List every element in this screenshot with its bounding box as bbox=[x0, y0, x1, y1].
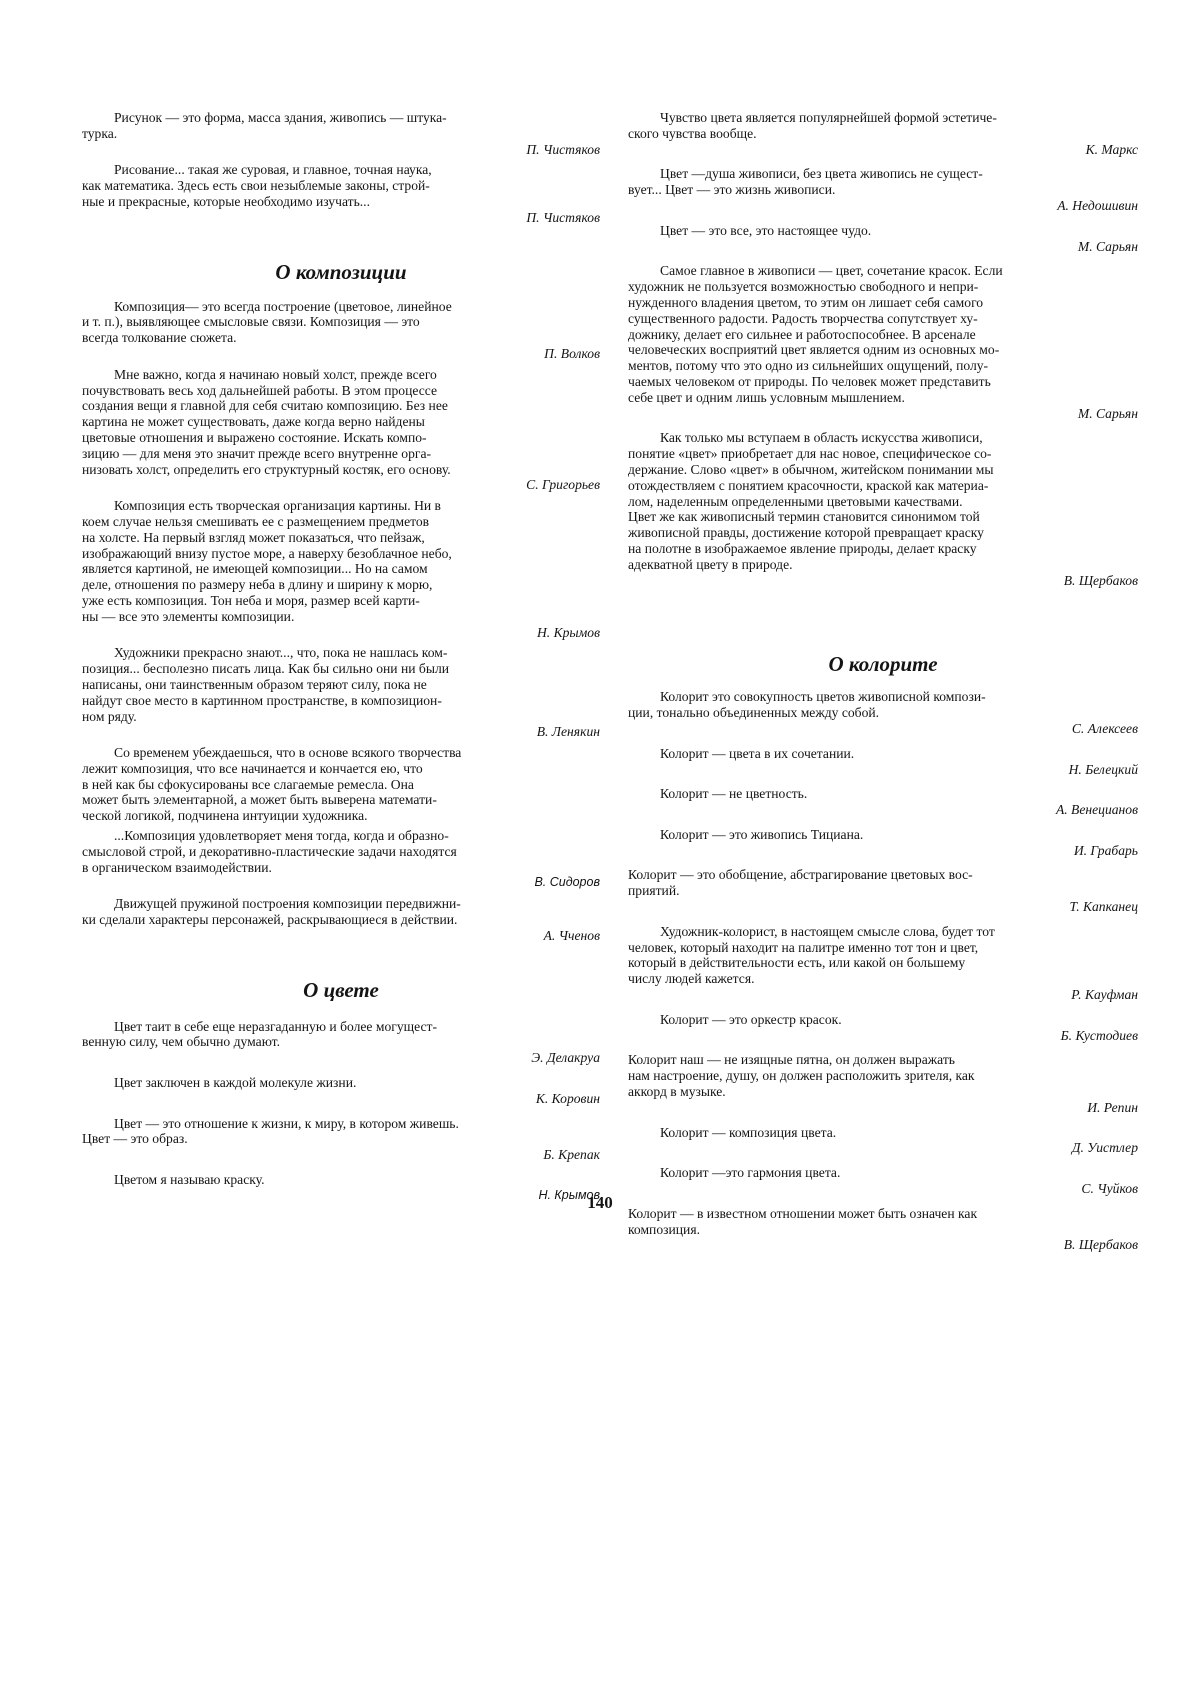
quote-author: В. Щербаков bbox=[1063, 1237, 1138, 1253]
quote-line: вует... Цвет — это жизнь живописи. bbox=[628, 182, 836, 198]
quote-text bbox=[82, 110, 600, 142]
quote-line: Цвет заключен в каждой молекуле жизни. bbox=[114, 1075, 357, 1091]
quote-line: лежит композиция, что все начинается и кончается ею, что bbox=[82, 760, 423, 776]
quote-text bbox=[82, 645, 600, 724]
quote-author: П. Чистяков bbox=[526, 141, 600, 157]
quote-text bbox=[82, 162, 600, 209]
quote-author: Б. Крепак bbox=[543, 1147, 600, 1163]
quote-line: существенного радости. Радость творчества сопутствует ху- bbox=[628, 310, 978, 326]
quote-text bbox=[628, 263, 1138, 405]
quote-line: написаны, они таинственным образом теряют силу, пока не bbox=[82, 676, 427, 692]
quote-line: отождествляем с понятием красочности, краской как материа- bbox=[628, 477, 989, 493]
quote-line: найдут свое место в картинном пространстве, в композицион- bbox=[82, 692, 442, 708]
quote-line: как математика. Здесь есть свои незыблемые законы, строй- bbox=[82, 178, 430, 194]
quote-author: С. Алексеев bbox=[1071, 720, 1138, 736]
quote-line: коем случае нельзя смешивать ее с размещением предметов bbox=[82, 513, 430, 529]
quote-author: Б. Кустодиев bbox=[1060, 1027, 1138, 1043]
quote-author: М. Сарьян bbox=[1077, 238, 1138, 254]
quote-line: и т. п.), выявляющее смысловые связи. Композиция — это bbox=[82, 314, 420, 330]
quote-line: Рисование... такая же суровая, и главное, точная наука, bbox=[114, 162, 432, 178]
quote-text bbox=[82, 1075, 600, 1091]
quote-author: В. Ленякин bbox=[536, 724, 600, 740]
quote-text bbox=[628, 166, 1138, 198]
quote-line: почувствовать весь ход дальнейшей работы. В этом процессе bbox=[82, 382, 438, 398]
quote-line: ческой логикой, подчинена интуиции художника. bbox=[82, 808, 368, 824]
quote-line: Цветом я называю краску. bbox=[114, 1172, 265, 1188]
quote-line: художник не пользуется возможностью свободного и непри- bbox=[628, 279, 979, 295]
quote-line: Самое главное в живописи — цвет, сочетание красок. Если bbox=[660, 263, 1003, 279]
quote-author: Н. Белецкий bbox=[1068, 761, 1138, 777]
quote-line: на полотне в изображаемое явление природы, делает краску bbox=[628, 540, 977, 556]
quote-line: ского чувства вообще. bbox=[628, 125, 757, 141]
quote-line: приятий. bbox=[628, 883, 680, 899]
quote-line: Как только мы вступаем в область искусства живописи, bbox=[660, 430, 983, 446]
quote-line: который в действительности есть, или какой он большему bbox=[628, 955, 966, 971]
quote-line: себе цвет и одним лишь условным мышлением. bbox=[628, 389, 905, 405]
quote-line: Цвет — это образ. bbox=[82, 1131, 188, 1147]
composition-quotes bbox=[82, 299, 600, 949]
quote-line: нужденного владения цветом, то этим он лишает себя самого bbox=[628, 294, 984, 310]
quote-author: А. Венецианов bbox=[1055, 802, 1138, 818]
quote-line: Чувство цвета является популярнейшей формой эстетиче- bbox=[660, 110, 997, 125]
section-title-colorit: О колорите bbox=[828, 652, 938, 677]
quote-line: венную силу, чем обычно думают. bbox=[82, 1034, 280, 1050]
quote-line: Колорит — не цветность. bbox=[660, 786, 808, 802]
quote-author: В. Щербаков bbox=[1063, 572, 1138, 588]
quote-line: Мне важно, когда я начинаю новый холст, прежде всего bbox=[114, 366, 437, 382]
quote-line: Колорит — композиция цвета. bbox=[660, 1124, 837, 1140]
quote-text bbox=[628, 1012, 1138, 1028]
quote-line: живописной правды, достижение которой превращает краску bbox=[628, 525, 984, 541]
quote-line: чаемых человеком от природы. По человек может представить bbox=[628, 373, 991, 389]
quote-line: композиция. bbox=[628, 1221, 700, 1237]
quote-line: понятие «цвет» приобретает для нас новое, специфическое со- bbox=[628, 446, 992, 462]
quote-line: Колорит — это живопись Тициана. bbox=[660, 826, 864, 842]
quote-line: ки сделали характеры персонажей, раскрывающиеся в действии. bbox=[82, 912, 458, 928]
quote-line: уже есть композиция. Тон неба и моря, размер всей карти- bbox=[82, 592, 420, 608]
quote-line: деле, отношения по размеру неба в длину и ширину к морю, bbox=[82, 577, 433, 593]
quote-author: Р. Кауфман bbox=[1071, 987, 1138, 1003]
section-title-composition: О композиции bbox=[275, 259, 407, 284]
quote-author: С. Григорьев bbox=[526, 477, 600, 493]
quote-text bbox=[82, 828, 600, 875]
quote-line: картина не может существовать, даже когда верно найдены bbox=[82, 414, 425, 430]
quote-text bbox=[628, 827, 1138, 843]
section-title-color: О цвете bbox=[303, 977, 379, 1002]
quote-author: Э. Делакруа bbox=[531, 1050, 600, 1066]
page-number: 140 bbox=[587, 1193, 613, 1212]
quote-line: Художник-колорист, в настоящем смысле слова, будет тот bbox=[660, 923, 995, 939]
quote-line: низовать холст, определить его структурный костяк, его основу. bbox=[82, 461, 451, 477]
quote-line: всегда толкование сюжета. bbox=[82, 330, 237, 346]
quote-line: адекватной цвету в природе. bbox=[628, 556, 793, 572]
quote-line: в ней как бы сфокусированы все слагаемые ремесла. Она bbox=[82, 776, 414, 792]
quote-line: Художники прекрасно знают..., что, пока не нашлась ком- bbox=[114, 645, 448, 661]
quote-line: Рисунок — это форма, масса здания, живопись — штука- bbox=[114, 110, 447, 125]
quote-author: Д. Уистлер bbox=[1071, 1140, 1138, 1156]
quote-text bbox=[82, 1019, 600, 1051]
left-column bbox=[82, 110, 600, 1213]
quote-line: Движущей пружиной построения композиции передвижни- bbox=[114, 896, 461, 912]
quote-line: числу людей кажется. bbox=[628, 971, 755, 987]
quote-text bbox=[628, 430, 1138, 572]
quote-text bbox=[628, 746, 1138, 762]
quote-line: дожнику, делает его сильнее и работоспособнее. В арсенале bbox=[628, 326, 976, 342]
quote-line: может быть элементарной, а может быть выверена математи- bbox=[82, 792, 437, 808]
quote-line: человек, который находит на палитре именно тот тон и цвет, bbox=[628, 939, 979, 955]
quote-line: Колорит — цвета в их сочетании. bbox=[660, 745, 855, 761]
quote-line: Колорит это совокупность цветов живописной компози- bbox=[660, 689, 986, 705]
quote-text bbox=[82, 745, 600, 824]
quote-line: человеческих восприятий цвет является одним из основных мо- bbox=[628, 342, 1000, 358]
quote-author: К. Маркс bbox=[1085, 141, 1138, 157]
quote-text bbox=[82, 1172, 600, 1188]
quote-line: ны — все это элементы композиции. bbox=[82, 608, 295, 624]
quote-line: является картиной, не имеющей композиции... Но на самом bbox=[82, 561, 428, 577]
quote-author: А. Недошивин bbox=[1057, 197, 1138, 213]
quote-line: позиция... бесполезно писать лица. Как бы сильно они ни были bbox=[82, 661, 450, 677]
quote-text bbox=[82, 1116, 600, 1148]
quote-line: Колорит — в известном отношении может быть означен как bbox=[628, 1205, 978, 1221]
quote-text bbox=[628, 924, 1138, 987]
quote-author: Н. Крымов bbox=[536, 624, 600, 640]
quote-line: Колорит наш — не изящные пятна, он должен выражать bbox=[628, 1052, 955, 1068]
quote-author: П. Чистяков bbox=[526, 209, 600, 225]
quote-line: лом, наделенным определенными цветовыми качествами. bbox=[628, 493, 963, 509]
quote-text bbox=[628, 1052, 1138, 1099]
quote-line: зицию — для меня это значит прежде всего внутренне орга- bbox=[82, 445, 432, 461]
quote-line: Композиция есть творческая организация картины. Ни в bbox=[114, 498, 441, 514]
quote-text bbox=[628, 1125, 1138, 1141]
right-column bbox=[628, 110, 1138, 1262]
quote-line: смысловой строй, и декоративно-пластические задачи находятся bbox=[82, 843, 457, 859]
quote-line: ные и прекрасные, которые необходимо изучать... bbox=[82, 193, 370, 209]
quote-author: В. Сидоров bbox=[534, 875, 600, 890]
quote-text bbox=[628, 786, 1138, 802]
quote-line: изображающий внизу пустое море, а наверху безоблачное небо, bbox=[82, 545, 452, 561]
quote-line: Колорит — это обобщение, абстрагирование цветовых вос- bbox=[628, 867, 973, 883]
quote-author: Т. Капканец bbox=[1069, 899, 1138, 915]
quote-line: в органическом взаимодействии. bbox=[82, 859, 272, 875]
quote-line: цветовые отношения и выражено состояние. Искать компо- bbox=[82, 429, 427, 445]
quote-text bbox=[82, 367, 600, 478]
quote-text bbox=[628, 867, 1138, 899]
quote-line: Колорит — это оркестр красок. bbox=[660, 1011, 842, 1027]
quote-line: Колорит —это гармония цвета. bbox=[660, 1165, 841, 1181]
quote-author: С. Чуйков bbox=[1081, 1181, 1138, 1197]
color-quotes bbox=[82, 1019, 600, 1213]
intro-quotes bbox=[82, 110, 600, 231]
quote-line: Со временем убеждаешься, что в основе всякого творчества bbox=[114, 745, 462, 761]
quote-line: нам настроение, душу, он должен расположить зрителя, как bbox=[628, 1068, 975, 1084]
quote-line: на холсте. На первый взгляд может показаться, что пейзаж, bbox=[82, 529, 425, 545]
quote-line: ...Композиция удовлетворяет меня тогда, когда и образно- bbox=[114, 828, 449, 844]
quote-line: Цвет таит в себе еще неразгаданную и более могущест- bbox=[114, 1018, 437, 1034]
quote-author: А. Чченов bbox=[543, 927, 600, 943]
quote-line: Цвет — это все, это настоящее чудо. bbox=[660, 222, 872, 238]
quote-text bbox=[628, 110, 1138, 142]
quote-line: турка. bbox=[82, 125, 118, 141]
quote-author: И. Грабарь bbox=[1073, 842, 1138, 858]
quote-line: Цвет же как живописный термин становится синонимом той bbox=[628, 509, 980, 525]
quote-text bbox=[82, 299, 600, 346]
quote-text bbox=[628, 223, 1138, 239]
quote-line: создания вещи я главной для себя считаю композицию. Без нее bbox=[82, 398, 448, 414]
quote-author: К. Коровин bbox=[535, 1090, 600, 1106]
quote-author: Н. Крымов bbox=[538, 1187, 600, 1202]
quote-text bbox=[628, 1165, 1138, 1181]
quote-line: ментов, потому что это одно из сильнейших ощущений, полу- bbox=[628, 358, 989, 374]
quote-author: П. Волков bbox=[544, 345, 600, 361]
quote-line: Композиция— это всегда построение (цветовое, линейное bbox=[114, 298, 452, 314]
quote-line: держание. Слово «цвет» в обычном, житейском понимании мы bbox=[628, 461, 994, 477]
quote-line: Цвет —душа живописи, без цвета живопись не сущест- bbox=[660, 166, 983, 182]
quote-author: И. Репин bbox=[1087, 1099, 1138, 1115]
quote-text bbox=[82, 498, 600, 624]
colorit-quotes bbox=[628, 689, 1138, 1262]
quote-line: ции, тонально объединенных между собой. bbox=[628, 705, 880, 721]
quote-line: Цвет — это отношение к жизни, к миру, в котором живешь. bbox=[114, 1115, 459, 1131]
quote-line: ном ряду. bbox=[82, 708, 137, 724]
quote-line: аккорд в музыке. bbox=[628, 1084, 726, 1100]
quote-text bbox=[628, 689, 1138, 721]
quote-author: М. Сарьян bbox=[1077, 405, 1138, 421]
quote-text bbox=[82, 896, 600, 928]
color-quotes-continued bbox=[628, 110, 1138, 597]
